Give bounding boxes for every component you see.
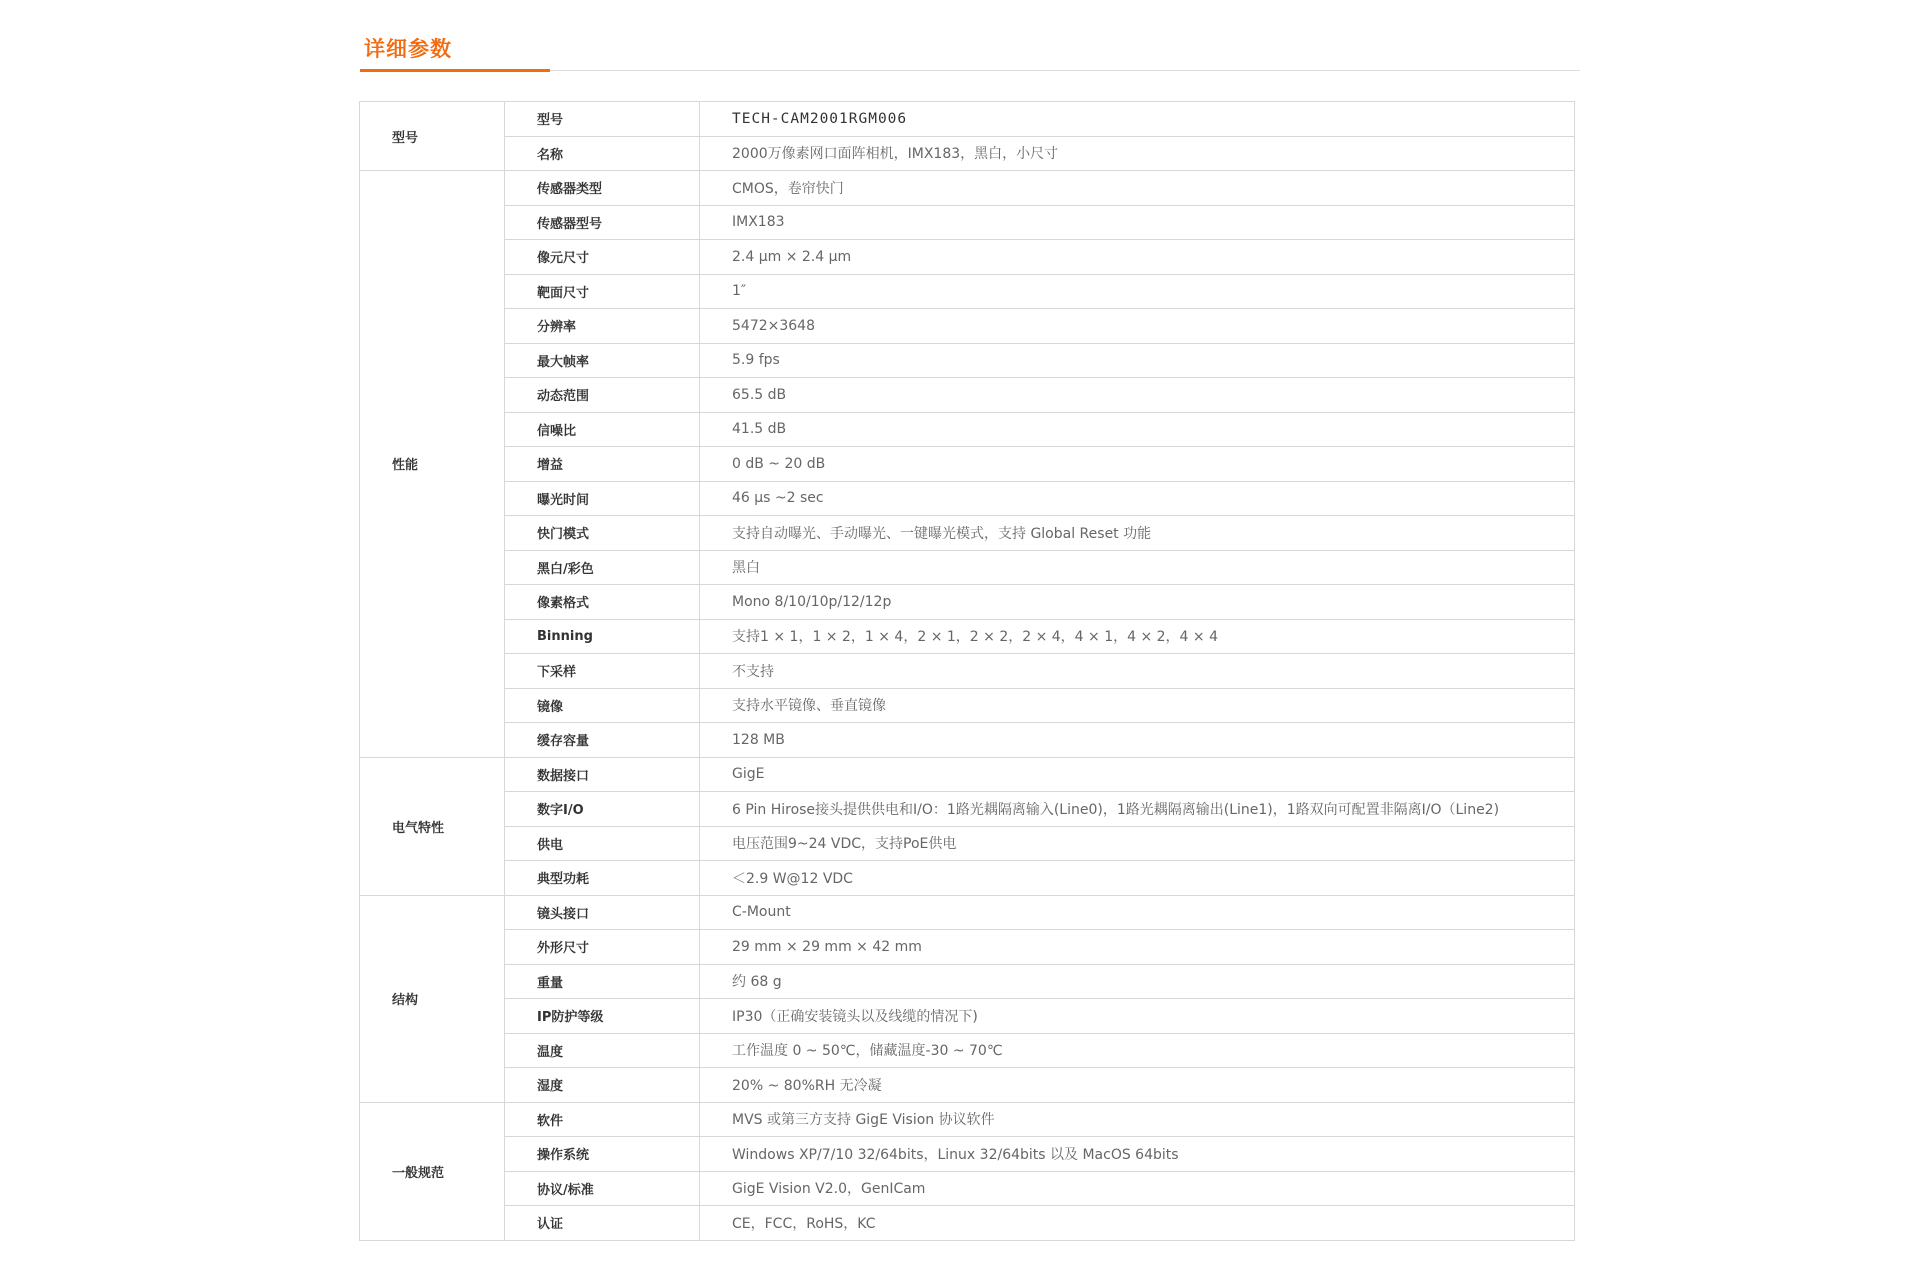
- spec-group-name: 性能: [360, 171, 505, 758]
- spec-label: 湿度: [505, 1068, 700, 1103]
- spec-table-body: [360, 102, 1575, 1241]
- spec-row: [360, 723, 1575, 758]
- spec-value: 0 dB ~ 20 dB: [700, 447, 1575, 482]
- spec-label: 供电: [505, 826, 700, 861]
- spec-label: 镜头接口: [505, 895, 700, 930]
- spec-value: 128 MB: [700, 723, 1575, 758]
- spec-row: [360, 757, 1575, 792]
- spec-label: 增益: [505, 447, 700, 482]
- spec-value: 46 μs ~2 sec: [700, 481, 1575, 516]
- spec-row: [360, 171, 1575, 206]
- spec-label: 信噪比: [505, 412, 700, 447]
- spec-value: TECH-CAM2001RGM006: [700, 102, 1575, 137]
- section-title-underline: [360, 69, 550, 72]
- spec-label: 数字I/O: [505, 792, 700, 827]
- spec-row: [360, 1068, 1575, 1103]
- spec-value: 29 mm × 29 mm × 42 mm: [700, 930, 1575, 965]
- spec-value: 黑白: [700, 550, 1575, 585]
- spec-value: 支持自动曝光、手动曝光、一键曝光模式，支持 Global Reset 功能: [700, 516, 1575, 551]
- spec-value: C-Mount: [700, 895, 1575, 930]
- spec-label: 名称: [505, 136, 700, 171]
- spec-label: 认证: [505, 1206, 700, 1241]
- spec-label: 黑白/彩色: [505, 550, 700, 585]
- spec-row: [360, 895, 1575, 930]
- spec-value: Mono 8/10/10p/12/12p: [700, 585, 1575, 620]
- spec-row: [360, 205, 1575, 240]
- spec-value: 约 68 g: [700, 964, 1575, 999]
- spec-value: 支持水平镜像、垂直镜像: [700, 688, 1575, 723]
- spec-label: 快门模式: [505, 516, 700, 551]
- spec-value: IMX183: [700, 205, 1575, 240]
- spec-label: 像元尺寸: [505, 240, 700, 275]
- spec-row: [360, 792, 1575, 827]
- spec-value: IP30（正确安装镜头以及线缆的情况下): [700, 999, 1575, 1034]
- spec-row: [360, 550, 1575, 585]
- spec-label: 重量: [505, 964, 700, 999]
- spec-value: 5472×3648: [700, 309, 1575, 344]
- spec-label: 传感器型号: [505, 205, 700, 240]
- spec-label: 动态范围: [505, 378, 700, 413]
- spec-label: IP防护等级: [505, 999, 700, 1034]
- spec-value: CE，FCC，RoHS，KC: [700, 1206, 1575, 1241]
- spec-value: 5.9 fps: [700, 343, 1575, 378]
- spec-row: [360, 274, 1575, 309]
- spec-label: 协议/标准: [505, 1171, 700, 1206]
- spec-label: 典型功耗: [505, 861, 700, 896]
- section-header: [360, 30, 1580, 71]
- spec-value: 1″: [700, 274, 1575, 309]
- spec-value: 支持1 × 1，1 × 2，1 × 4，2 × 1，2 × 2，2 × 4，4 × 1，4 × 2，4 × 4: [700, 619, 1575, 654]
- spec-row: [360, 378, 1575, 413]
- spec-table: [359, 101, 1575, 1241]
- spec-value: 不支持: [700, 654, 1575, 689]
- spec-label: 温度: [505, 1033, 700, 1068]
- spec-label: 操作系统: [505, 1137, 700, 1172]
- spec-row: [360, 964, 1575, 999]
- spec-group-name: 电气特性: [360, 757, 505, 895]
- spec-group-name: 一般规范: [360, 1102, 505, 1240]
- spec-label: 靶面尺寸: [505, 274, 700, 309]
- spec-value: 2000万像素网口面阵相机，IMX183，黑白，小尺寸: [700, 136, 1575, 171]
- spec-value: MVS 或第三方支持 GigE Vision 协议软件: [700, 1102, 1575, 1137]
- spec-row: [360, 654, 1575, 689]
- spec-label: 最大帧率: [505, 343, 700, 378]
- spec-row: [360, 619, 1575, 654]
- spec-group-name: 结构: [360, 895, 505, 1102]
- spec-row: [360, 343, 1575, 378]
- spec-row: [360, 1171, 1575, 1206]
- spec-row: [360, 585, 1575, 620]
- spec-value: ＜2.9 W@12 VDC: [700, 861, 1575, 896]
- spec-value: 2.4 μm × 2.4 μm: [700, 240, 1575, 275]
- spec-row: [360, 136, 1575, 171]
- spec-value: Windows XP/7/10 32/64bits，Linux 32/64bits 以及 MacOS 64bits: [700, 1137, 1575, 1172]
- spec-row: [360, 447, 1575, 482]
- spec-row: [360, 688, 1575, 723]
- spec-row: [360, 861, 1575, 896]
- spec-row: [360, 412, 1575, 447]
- spec-row: [360, 1102, 1575, 1137]
- spec-row: [360, 1137, 1575, 1172]
- spec-row: [360, 516, 1575, 551]
- spec-value: GigE Vision V2.0，GenICam: [700, 1171, 1575, 1206]
- spec-row: [360, 1206, 1575, 1241]
- spec-row: [360, 930, 1575, 965]
- spec-label: 缓存容量: [505, 723, 700, 758]
- spec-row: [360, 826, 1575, 861]
- spec-row: [360, 309, 1575, 344]
- spec-group-name: 型号: [360, 102, 505, 171]
- spec-value: 20% ~ 80%RH 无冷凝: [700, 1068, 1575, 1103]
- spec-row: [360, 999, 1575, 1034]
- section-title: 详细参数: [364, 37, 452, 61]
- spec-row: [360, 240, 1575, 275]
- spec-value: GigE: [700, 757, 1575, 792]
- spec-label: 型号: [505, 102, 700, 137]
- spec-value: 65.5 dB: [700, 378, 1575, 413]
- spec-label: 数据接口: [505, 757, 700, 792]
- spec-row: [360, 481, 1575, 516]
- spec-label: 像素格式: [505, 585, 700, 620]
- spec-label: 传感器类型: [505, 171, 700, 206]
- spec-value: 41.5 dB: [700, 412, 1575, 447]
- spec-value: CMOS，卷帘快门: [700, 171, 1575, 206]
- spec-row: [360, 1033, 1575, 1068]
- spec-label: 镜像: [505, 688, 700, 723]
- spec-value: 6 Pin Hirose接头提供供电和I/O：1路光耦隔离输入(Line0)，1路光耦隔离输出(Line1)，1路双向可配置非隔离I/O（Line2): [700, 792, 1575, 827]
- spec-value: 工作温度 0 ~ 50℃，储藏温度-30 ~ 70℃: [700, 1033, 1575, 1068]
- spec-label: 软件: [505, 1102, 700, 1137]
- spec-label: Binning: [505, 619, 700, 654]
- spec-label: 分辨率: [505, 309, 700, 344]
- spec-label: 外形尺寸: [505, 930, 700, 965]
- spec-label: 下采样: [505, 654, 700, 689]
- spec-row: [360, 102, 1575, 137]
- spec-value: 电压范围9~24 VDC，支持PoE供电: [700, 826, 1575, 861]
- spec-label: 曝光时间: [505, 481, 700, 516]
